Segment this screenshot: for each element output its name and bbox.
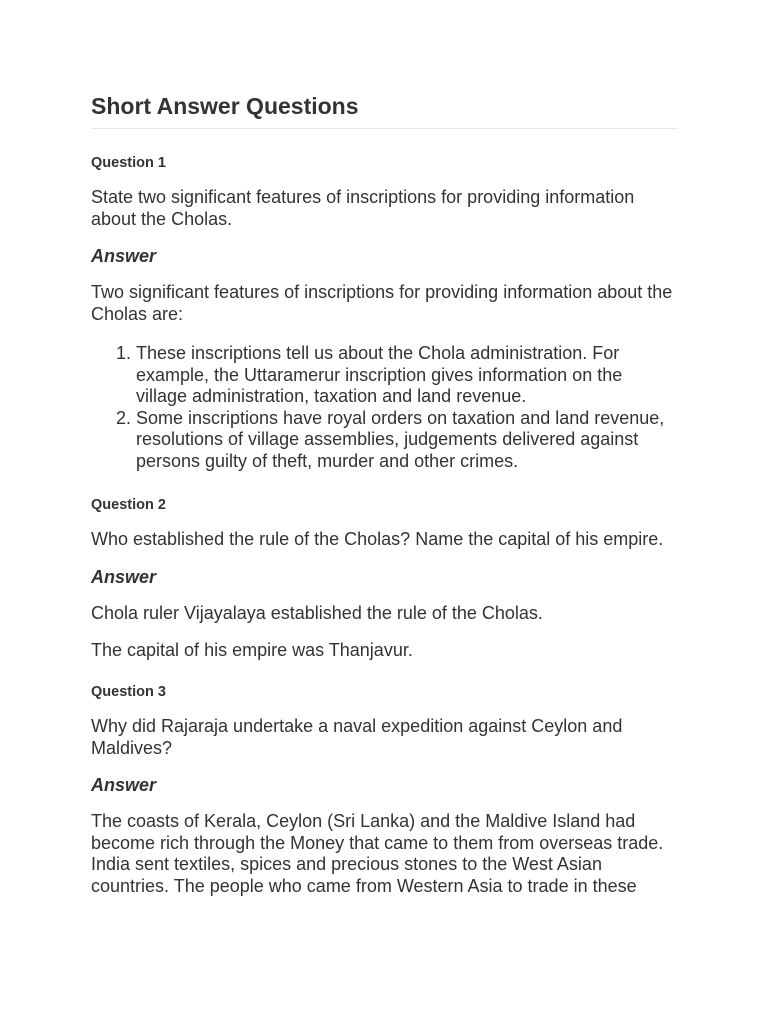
answer-2-label: Answer (91, 566, 157, 587)
question-1-label: Question 1 (91, 155, 166, 171)
document-content (91, 92, 678, 897)
answer-1-label: Answer (91, 246, 157, 266)
answer-2-paragraph-2: The capital of his empire was Thanjavur. (91, 639, 413, 660)
answer-2-paragraph-1: Chola ruler Vijayalaya established the rule of the Cholas. (91, 602, 543, 623)
answer-3-paragraph-1: The coasts of Kerala, Ceylon (Sri Lanka) and the Maldive Island had become rich through the Money that came to them from overseas trade. India sent textiles, spices and precious stones to the West Asian countries. The people who came from Western Asia to trade in these (91, 811, 664, 896)
question-2-text: Who established the rule of the Cholas? Name the capital of his empire. (91, 529, 664, 549)
answer-1-item-1: 1. These inscriptions tell us about the Chola administration. For example, the Uttaramerur inscription gives information on the village administration, taxation and land revenue. (136, 343, 678, 408)
section-title: Short Answer Questions (91, 92, 678, 129)
question-3-text: Why did Rajaraja undertake a naval expedition against Ceylon and Maldives? (91, 716, 623, 758)
question-2-label: Question 2 (91, 497, 166, 513)
question-1-text: State two significant features of inscriptions for providing information about the Cholas. (91, 187, 635, 229)
answer-1-list (91, 343, 678, 472)
answer-3-label: Answer (91, 775, 157, 795)
answer-1-intro: Two significant features of inscriptions for providing information about the Cholas are: (91, 282, 673, 324)
question-3-label: Question 3 (91, 684, 166, 700)
answer-1-item-2: 2. Some inscriptions have royal orders on taxation and land revenue, resolutions of village assemblies, judgements delivered against persons guilty of theft, murder and other crimes. (136, 408, 678, 473)
